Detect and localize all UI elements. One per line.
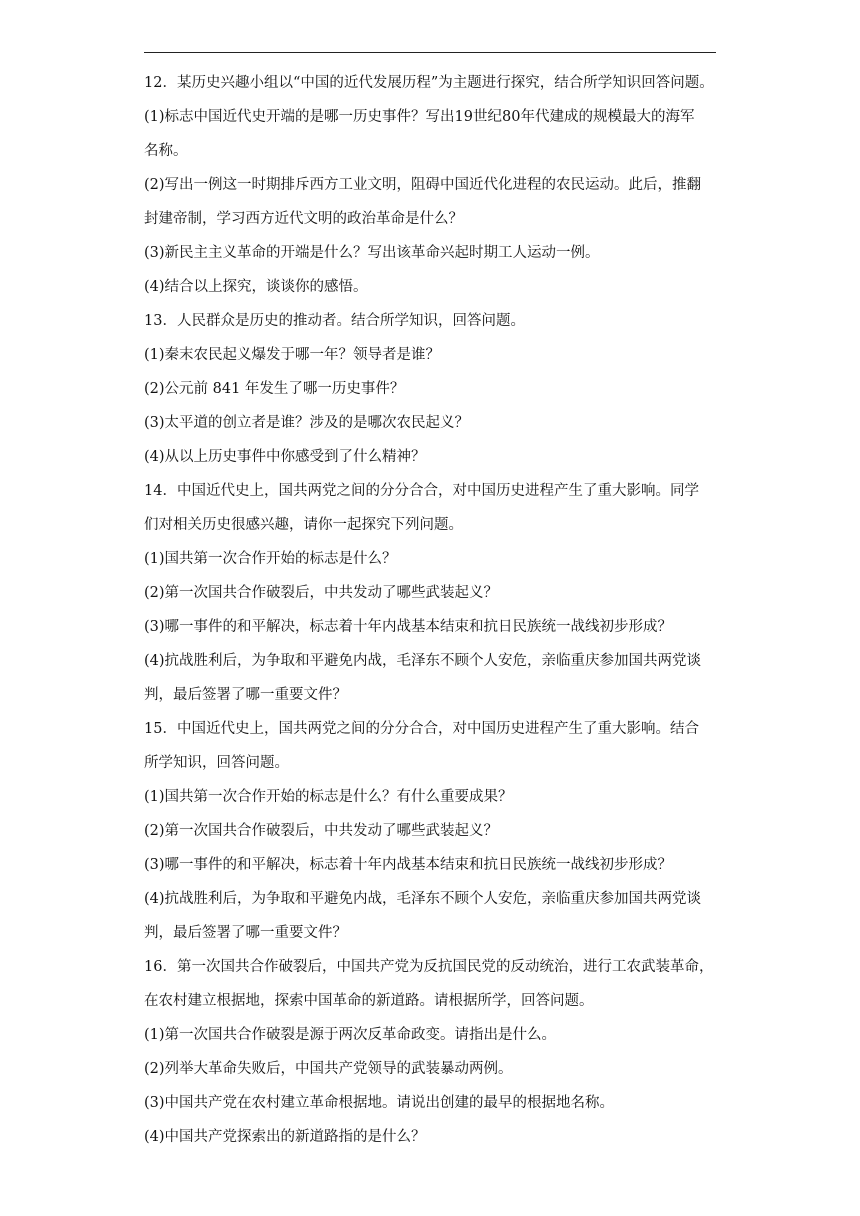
text-line: (4)结合以上探究，谈谈你的感悟。 — [144, 279, 368, 295]
text-line: (4)抗战胜利后，为争取和平避免内战，毛泽东不顾个人安危，亲临重庆参加国共两党谈 — [144, 653, 702, 669]
text-line: 14．中国近代史上，国共两党之间的分分合合，对中国历史进程产生了重大影响。同学 — [144, 483, 699, 499]
text-line: (2)列举大革命失败后，中国共产党领导的武装暴动两例。 — [144, 1061, 513, 1077]
text-line: (3)中国共产党在农村建立革命根据地。请说出创建的最早的根据地名称。 — [144, 1095, 615, 1111]
text-line: 所学知识，回答问题。 — [144, 755, 289, 771]
text-line: (2)第一次国共合作破裂后，中共发动了哪些武装起义？ — [144, 823, 499, 839]
text-line: (1)标志中国近代史开端的是哪一历史事件？写出19世纪80年代建成的规模最大的海军 — [144, 109, 695, 125]
text-line: (4)中国共产党探索出的新道路指的是什么？ — [144, 1129, 426, 1145]
text-line: 15．中国近代史上，国共两党之间的分分合合，对中国历史进程产生了重大影响。结合 — [144, 721, 699, 737]
text-line: 12．某历史兴趣小组以“中国的近代发展历程”为主题进行探究，结合所学知识回答问题。 — [144, 75, 714, 91]
text-line: (1)秦末农民起义爆发于哪一年？领导者是谁？ — [144, 347, 441, 363]
text-line: (2)第一次国共合作破裂后，中共发动了哪些武装起义？ — [144, 585, 499, 601]
text-line: (3)哪一事件的和平解决，标志着十年内战基本结束和抗日民族统一战线初步形成？ — [144, 857, 673, 873]
text-line: 判，最后签署了哪一重要文件？ — [144, 687, 347, 703]
text-line: 16．第一次国共合作破裂后，中国共产党为反抗国民党的反动统治，进行工农武装革命， — [144, 959, 714, 975]
text-line: (1)国共第一次合作开始的标志是什么？ — [144, 551, 397, 567]
text-line: (3)太平道的创立者是谁？涉及的是哪次农民起义？ — [144, 415, 470, 431]
text-line: 们对相关历史很感兴趣，请你一起探究下列问题。 — [144, 517, 463, 533]
text-line: 判，最后签署了哪一重要文件？ — [144, 925, 347, 941]
text-line: (2)公元前 841 年发生了哪一历史事件？ — [144, 381, 405, 397]
text-line: 名称。 — [144, 143, 188, 159]
text-line: (4)从以上历史事件中你感受到了什么精神？ — [144, 449, 426, 465]
text-line: 在农村建立根据地，探索中国革命的新道路。请根据所学，回答问题。 — [144, 993, 594, 1009]
text-line: (1)国共第一次合作开始的标志是什么？有什么重要成果？ — [144, 789, 513, 805]
text-line: (4)抗战胜利后，为争取和平避免内战，毛泽东不顾个人安危，亲临重庆参加国共两党谈 — [144, 891, 702, 907]
text-line: 13．人民群众是历史的推动者。结合所学知识，回答问题。 — [144, 313, 525, 329]
text-line: (3)哪一事件的和平解决，标志着十年内战基本结束和抗日民族统一战线初步形成？ — [144, 619, 673, 635]
text-line: 封建帝制，学习西方近代文明的政治革命是什么？ — [144, 211, 463, 227]
question-list — [144, 66, 718, 1154]
text-line: (3)新民主主义革命的开端是什么？写出该革命兴起时期工人运动一例。 — [144, 245, 600, 261]
text-line: (2)写出一例这一时期排斥西方工业文明，阻碍中国近代化进程的农民运动。此后，推翻 — [144, 177, 702, 193]
text-line: (1)第一次国共合作破裂是源于两次反革命政变。请指出是什么。 — [144, 1027, 557, 1043]
header-rule — [144, 52, 716, 53]
